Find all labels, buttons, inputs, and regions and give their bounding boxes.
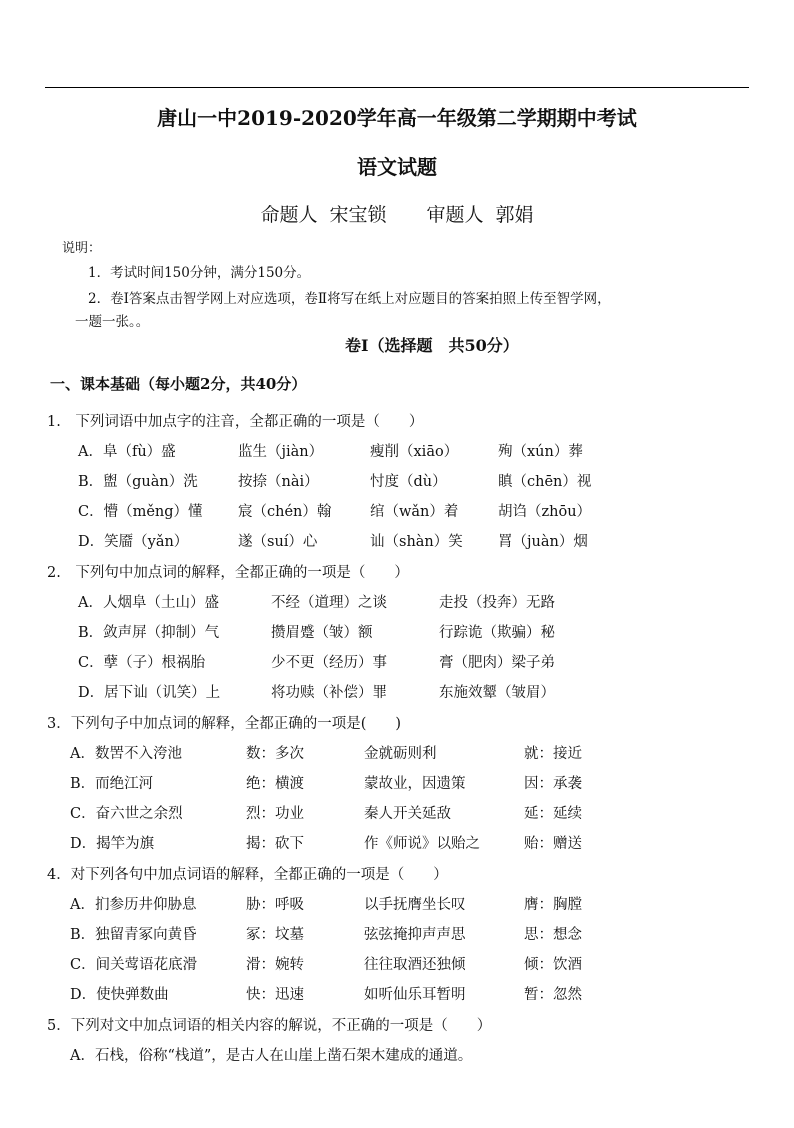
option-cell: D．使快弹数曲 [70, 987, 169, 1003]
option-cell: 因：承袭 [524, 776, 582, 792]
answer-option [70, 925, 760, 945]
option-cell: 数：多次 [246, 746, 304, 762]
option-cell: 东施效颦（皱眉） [439, 685, 555, 701]
option-cell: 殉（xún）葬 [498, 444, 583, 460]
option-cell: A．人烟阜（土山）盛 [78, 595, 219, 611]
answer-option [70, 895, 760, 915]
note-item-2: 2．卷Ⅰ答案点击智学网上对应选项，卷Ⅱ将写在纸上对应题目的答案拍照上传至智学网， [88, 291, 611, 307]
answer-option [70, 955, 760, 975]
section-heading: 一、课本基础（每小题2分，共40分） [50, 375, 307, 393]
option-cell: 忖度（dù） [370, 474, 447, 490]
answer-option [78, 472, 768, 492]
option-cell: 思：想念 [524, 927, 582, 943]
option-cell: A．阜（fù）盛 [78, 444, 176, 460]
option-cell: C．孽（子）根祸胎 [78, 655, 206, 671]
answer-option [78, 502, 768, 522]
option-cell: 攒眉蹙（皱）额 [271, 625, 373, 641]
answer-option [70, 804, 760, 824]
note-item-2-continued: 一题一张。。 [75, 314, 150, 330]
answer-option [70, 744, 760, 764]
option-cell: 暂：忽然 [524, 987, 582, 1003]
notes-heading: 说明： [62, 241, 102, 256]
option-cell: D．居下讪（讥笑）上 [78, 685, 221, 701]
note-item-1: 1．考试时间150分钟，满分150分。 [88, 265, 311, 281]
option-cell: 走投（投奔）无路 [439, 595, 555, 611]
option-cell: 作《师说》以贻之 [364, 836, 480, 852]
option-cell: 以手抚膺坐长叹 [364, 897, 466, 913]
option-cell: 揭：砍下 [246, 836, 304, 852]
answer-option [78, 653, 768, 673]
option-cell: C．奋六世之余烈 [70, 806, 183, 822]
option-cell: B．独留青冢向黄昏 [70, 927, 197, 943]
option-cell: 膏（肥肉）梁子弟 [439, 655, 555, 671]
option-cell: 秦人开关延敌 [364, 806, 451, 822]
option-cell: A．扪参历井仰胁息 [70, 897, 197, 913]
option-cell: 绾（wǎn）着 [370, 504, 459, 520]
option-cell: C．间关莺语花底滑 [70, 957, 198, 973]
option-cell: B．敛声屏（抑制）气 [78, 625, 220, 641]
option-cell: 监生（jiàn） [238, 444, 324, 460]
option-cell: 瞋（chēn）视 [498, 474, 592, 490]
answer-option [78, 442, 768, 462]
option-cell: 膺：胸膛 [524, 897, 582, 913]
option-cell: 就：接近 [524, 746, 582, 762]
option-cell: 倾：饮酒 [524, 957, 582, 973]
option-cell: 如听仙乐耳暂明 [364, 987, 466, 1003]
option-cell: 遂（suí）心 [238, 534, 318, 550]
option-cell: 将功赎（补偿）罪 [271, 685, 387, 701]
header-rule [45, 87, 749, 88]
option-cell: A．石栈，俗称“栈道”，是古人在山崖上凿石架木建成的通道。 [70, 1048, 473, 1064]
option-cell: 罥（juàn）烟 [498, 534, 588, 550]
option-cell: 烈：功业 [246, 806, 304, 822]
question-stem: 1. 下列词语中加点字的注音，全都正确的一项是（ ） [47, 414, 424, 430]
author-label: 命题人 [260, 204, 318, 226]
answer-option [70, 834, 760, 854]
answer-option [78, 683, 768, 703]
option-cell: 胁：呼吸 [246, 897, 304, 913]
answer-option [78, 623, 768, 643]
option-cell: C．懵（měng）懂 [78, 504, 203, 520]
answer-option [70, 774, 760, 794]
option-cell: 弦弦掩抑声声思 [364, 927, 466, 943]
option-cell: 不经（道理）之谈 [271, 595, 387, 611]
option-cell: 按捺（nài） [238, 474, 319, 490]
option-cell: 快：迅速 [246, 987, 304, 1003]
option-cell: B．而绝江河 [70, 776, 154, 792]
answer-option [70, 985, 760, 1005]
question-stem: 5．下列对文中加点词语的相关内容的解说，不正确的一项是（ ） [47, 1018, 492, 1034]
answer-option [78, 593, 768, 613]
option-cell: 延：延续 [524, 806, 582, 822]
option-cell: 行踪诡（欺骗）秘 [439, 625, 555, 641]
question-stem: 3．下列句子中加点词的解释，全都正确的一项是( ) [47, 716, 402, 732]
exam-title: 唐山一中2019-2020学年高一年级第二学期期中考试 [157, 106, 637, 130]
option-cell: 往往取酒还独倾 [364, 957, 466, 973]
option-cell: 蒙故业，因遗策 [364, 776, 466, 792]
option-cell: A．数罟不入洿池 [70, 746, 182, 762]
option-cell: 宸（chén）翰 [238, 504, 332, 520]
option-cell: 绝：横渡 [246, 776, 304, 792]
option-cell: 讪（shàn）笑 [370, 534, 463, 550]
option-cell: 瘦削（xiāo） [370, 444, 459, 460]
option-cell: B．盥（guàn）洗 [78, 474, 198, 490]
option-cell: D．笑靥（yǎn） [78, 534, 189, 550]
option-cell: 贻：赠送 [524, 836, 582, 852]
answer-option [78, 532, 768, 552]
reviewer-name: 郭娟 [495, 204, 534, 226]
option-cell: 金就砺则利 [364, 746, 437, 762]
volume-heading: 卷Ⅰ（选择题 共50分） [345, 336, 519, 355]
option-cell: 少不更（经历）事 [271, 655, 387, 671]
option-cell: 滑：婉转 [246, 957, 304, 973]
option-cell: 冢：坟墓 [246, 927, 304, 943]
reviewer-label: 审题人 [426, 204, 484, 226]
option-cell: 胡诌（zhōu） [498, 504, 592, 520]
question-stem: 2. 下列句中加点词的解释，全都正确的一项是（ ） [47, 565, 409, 581]
author-name: 宋宝锁 [329, 204, 387, 226]
authors-line [0, 200, 794, 227]
option-cell: D．揭竿为旗 [70, 836, 155, 852]
exam-subtitle: 语文试题 [357, 155, 437, 179]
answer-option [70, 1046, 760, 1066]
question-stem: 4．对下列各句中加点词语的解释，全都正确的一项是（ ） [47, 867, 448, 883]
